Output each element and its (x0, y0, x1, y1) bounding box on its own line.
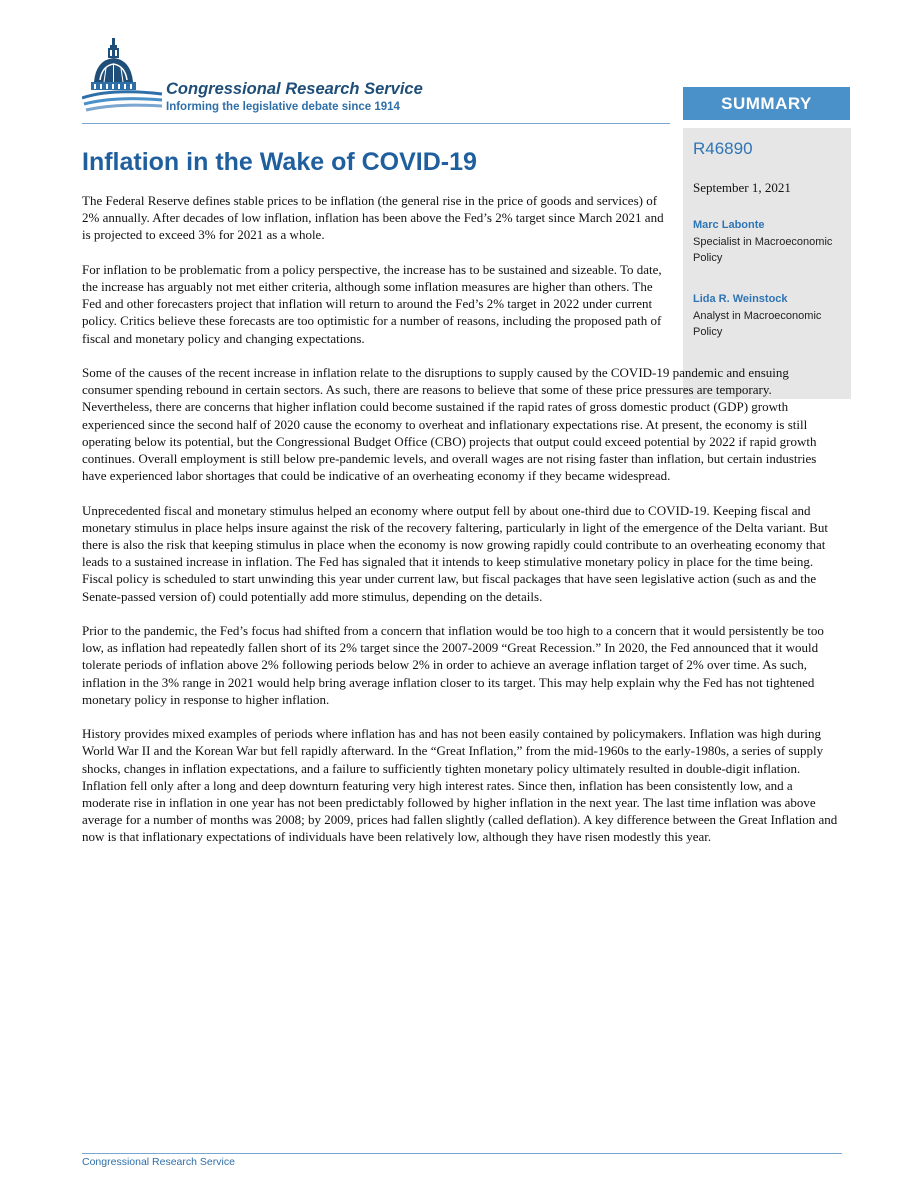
footer-org-name: Congressional Research Service (82, 1156, 235, 1168)
author-title: Specialist in Macroeconomic Policy (693, 235, 833, 264)
org-tagline: Informing the legislative debate since 1914 (166, 101, 400, 113)
body-paragraph: Unprecedented fiscal and monetary stimulus helped an economy where output fell by about one-third due to COVID-19. Keeping fiscal and monetary stimulus in place helps insure against the risk of the recovery faltering, particularly in light of the emergence of the Delta variant. But there is also the risk that keeping stimulus in place when the economy is now growing rapidly could contribute to an overheating economy that leads to a sustained increase in inflation. The Fed has signaled that it intends to keep stimulative monetary policy in place for the time being. Fiscal policy is scheduled to start unwinding this year under current law, but fiscal packages that have seen legislative action (such as and the Senate-passed version of) could potentially add more stimulus, depending on the details. (82, 502, 828, 604)
body-paragraph: The Federal Reserve defines stable prices to be inflation (the general rise in the price of goods and services) of 2% annually. After decades of low inflation, inflation has been above the Fed’s 2% target since March 2021 and is projected to exceed 3% for 2021 as a whole. (82, 193, 664, 243)
report-number: R46890 (693, 139, 753, 158)
summary-label: SUMMARY (683, 87, 850, 120)
page-title: Inflation in the Wake of COVID-19 (82, 148, 477, 176)
org-name: Congressional Research Service (166, 80, 423, 98)
body-paragraph: Prior to the pandemic, the Fed’s focus had shifted from a concern that inflation would be too high to a concern that it would persistently be too low, as inflation had repeatedly fallen short of its 2% target since the 2007-2009 “Great Recession.” In 2020, the Fed announced that it would tolerate periods of inflation above 2% following periods below 2% in order to achieve an average inflation target of 2% over time. As such, inflation in the 3% range in 2021 would help bring average inflation closer to its target. This may help explain why the Fed has not tightened monetary policy in response to higher inflation. (82, 623, 824, 707)
report-date: September 1, 2021 (693, 180, 791, 195)
body-paragraph: For inflation to be problematic from a policy perspective, the increase has to be sustained and sizeable. To date, the increase has arguably not met either criteria, although some inflation measures are higher than others. The Fed and other forecasters project that inflation will return to around the Fed’s 2% target in 2022 under current policy. Critics believe these forecasts are too optimistic for a number of reasons, including the proposed path of fiscal and monetary policy and changing expectations. (82, 261, 662, 346)
author-name[interactable]: Lida R. Weinstock (693, 293, 788, 305)
summary-body (82, 192, 839, 863)
footer-divider (82, 1153, 842, 1154)
crs-logo (82, 34, 472, 124)
header-divider (82, 123, 670, 124)
body-paragraph: History provides mixed examples of periods where inflation has and has not been easily contained by policymakers. Inflation was high during World War II and the Korean War but fell rapidly afterward. In the “Great Inflation,” from the mid-1960s to the early-1980s, a series of supply shocks, changes in inflation expectations, and a failure to sufficiently tighten monetary policy ultimately resulted in double-digit inflation. Inflation fell only after a long and deep downturn featuring very high interest rates. Since then, inflation has been consistently low, and a moderate rise in inflation in one year has not been predictably followed by higher inflation in the next year. The last time inflation was above average for a number of months was 2008; by 2009, prices had fallen slightly (called deflation). A key difference between the Great Inflation and now is that inflationary expectations of individuals have been relatively low, although they have risen modestly this year. (82, 726, 838, 845)
capitol-dome-icon (82, 34, 164, 124)
author-name[interactable]: Marc Labonte (693, 219, 765, 231)
body-paragraph: Some of the causes of the recent increase in inflation relate to the disruptions to supply caused by the COVID-19 pandemic and ensuing consumer spending rebound in certain sectors. As such, there are reasons to believe that some of these price pressures are temporary. Nevertheless, there are concerns that higher inflation could become sustained if the rapid rates of gross domestic product (GDP) growth experienced since the second half of 2020 cause the economy to overheat and inflationary expectations rise. At present, the economy is still operating below its potential, but the Congressional Budget Office (CBO) projects that output could exceed potential by 2022 if rapid growth continues. Overall employment is still below pre-pandemic levels, and overall wages are not rising faster than inflation, but certain industries have experienced labor shortages that could be indicative of an overheating economy if they became widespread. (82, 365, 817, 484)
author-title: Analyst in Macroeconomic Policy (693, 309, 822, 338)
